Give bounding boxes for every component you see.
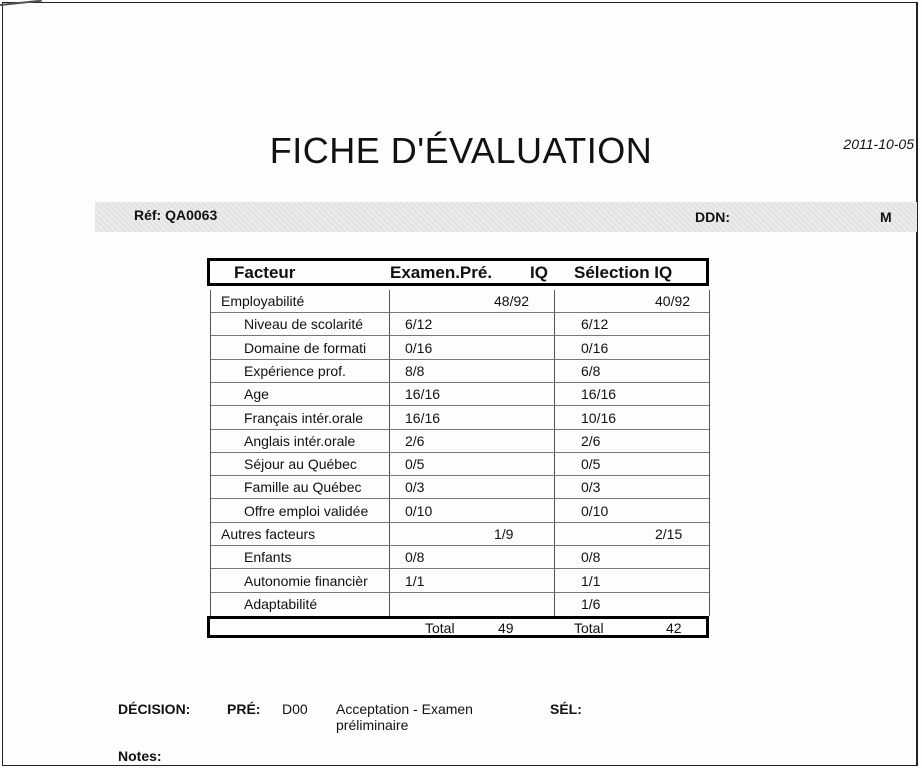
sel-score-cell: 10/16 xyxy=(581,409,617,426)
sel-score-cell: 1/6 xyxy=(581,595,601,612)
row-label: Employabilité xyxy=(221,293,305,309)
sel-score-cell: 0/8 xyxy=(581,549,601,566)
table-row xyxy=(211,360,709,383)
total-row xyxy=(207,616,709,638)
exam-score-cell: 0/10 xyxy=(405,502,433,519)
header-facteur: Facteur xyxy=(234,263,296,282)
row-label: Offre emploi validée xyxy=(244,502,369,519)
table-group-row xyxy=(211,290,709,313)
exam-score-cell: 0/5 xyxy=(405,456,425,473)
sel-total-cell: 2/15 xyxy=(655,526,683,542)
row-label: Age xyxy=(244,386,269,403)
exam-score-cell: 2/6 xyxy=(405,432,425,449)
decision-pre-code: D00 xyxy=(282,701,308,717)
sel-score-cell: 0/16 xyxy=(581,339,609,356)
reference-number: Réf: QA0063 xyxy=(134,207,218,223)
reference-band xyxy=(95,202,917,232)
exam-score-cell: 16/16 xyxy=(405,409,441,426)
row-label: Niveau de scolarité xyxy=(244,316,364,333)
row-label: Français intér.orale xyxy=(244,409,364,426)
header-examen-iq: IQ xyxy=(530,263,548,282)
table-row xyxy=(211,430,709,453)
row-label: Famille au Québec xyxy=(244,479,362,496)
exam-score-cell: 16/16 xyxy=(405,386,441,403)
row-label: Adaptabilité xyxy=(244,595,318,612)
table-row xyxy=(211,500,709,523)
decision-label: DÉCISION: xyxy=(118,701,191,717)
notes-label: Notes: xyxy=(118,748,162,764)
ddn-label: DDN: xyxy=(695,209,730,225)
row-label: Anglais intér.orale xyxy=(244,432,356,449)
sel-score-cell: 6/12 xyxy=(581,316,609,333)
row-label: Domaine de formati xyxy=(244,339,367,356)
row-label: Autres facteurs xyxy=(221,526,316,542)
total-sel-value: 42 xyxy=(666,620,682,636)
row-label: Enfants xyxy=(244,549,292,566)
document-date: 2011-10-05 xyxy=(843,136,914,152)
sel-score-cell: 2/6 xyxy=(581,432,601,449)
decision-pre-label: PRÉ: xyxy=(227,701,261,717)
exam-score-cell: 0/16 xyxy=(405,339,433,356)
decision-pre-text-line2: préliminaire xyxy=(336,717,409,733)
header-examen: Examen.Pré. xyxy=(390,263,493,282)
table-row xyxy=(211,407,709,430)
table-group-row xyxy=(211,523,709,546)
total-exam-label: Total xyxy=(425,620,455,636)
exam-score-cell: 8/8 xyxy=(405,362,425,379)
exam-score-cell: 6/12 xyxy=(405,316,433,333)
row-label: Autonomie financièr xyxy=(244,572,368,589)
sex-value: M xyxy=(880,209,892,225)
table-row xyxy=(211,337,709,360)
table-header xyxy=(207,258,709,286)
table-row xyxy=(211,593,709,616)
sel-score-cell: 0/10 xyxy=(581,502,609,519)
exam-score-cell: 1/1 xyxy=(405,572,425,589)
sel-score-cell: 1/1 xyxy=(581,572,601,589)
table-row xyxy=(211,476,709,499)
exam-total-cell: 1/9 xyxy=(494,526,514,542)
table-row xyxy=(211,570,709,593)
sel-score-cell: 0/3 xyxy=(581,479,601,496)
exam-score-cell: 0/3 xyxy=(405,479,425,496)
exam-score-cell: 0/8 xyxy=(405,549,425,566)
sel-score-cell: 6/8 xyxy=(581,362,601,379)
exam-total-cell: 48/92 xyxy=(494,293,530,309)
header-selection: Sélection IQ xyxy=(574,263,673,282)
table-row xyxy=(211,453,709,476)
evaluation-table xyxy=(210,290,710,616)
decision-pre-text-line1: Acceptation - Examen xyxy=(336,701,473,717)
table-row xyxy=(211,383,709,406)
row-label: Séjour au Québec xyxy=(244,456,357,473)
page-title: FICHE D'ÉVALUATION xyxy=(269,130,653,171)
sel-score-cell: 0/5 xyxy=(581,456,601,473)
table-row xyxy=(211,313,709,336)
total-exam-value: 49 xyxy=(498,620,514,636)
decision-sel-label: SÉL: xyxy=(550,701,582,717)
row-label: Expérience prof. xyxy=(244,362,346,379)
sel-score-cell: 16/16 xyxy=(581,386,617,403)
total-sel-label: Total xyxy=(574,620,604,636)
sel-total-cell: 40/92 xyxy=(655,293,691,309)
table-row xyxy=(211,546,709,569)
